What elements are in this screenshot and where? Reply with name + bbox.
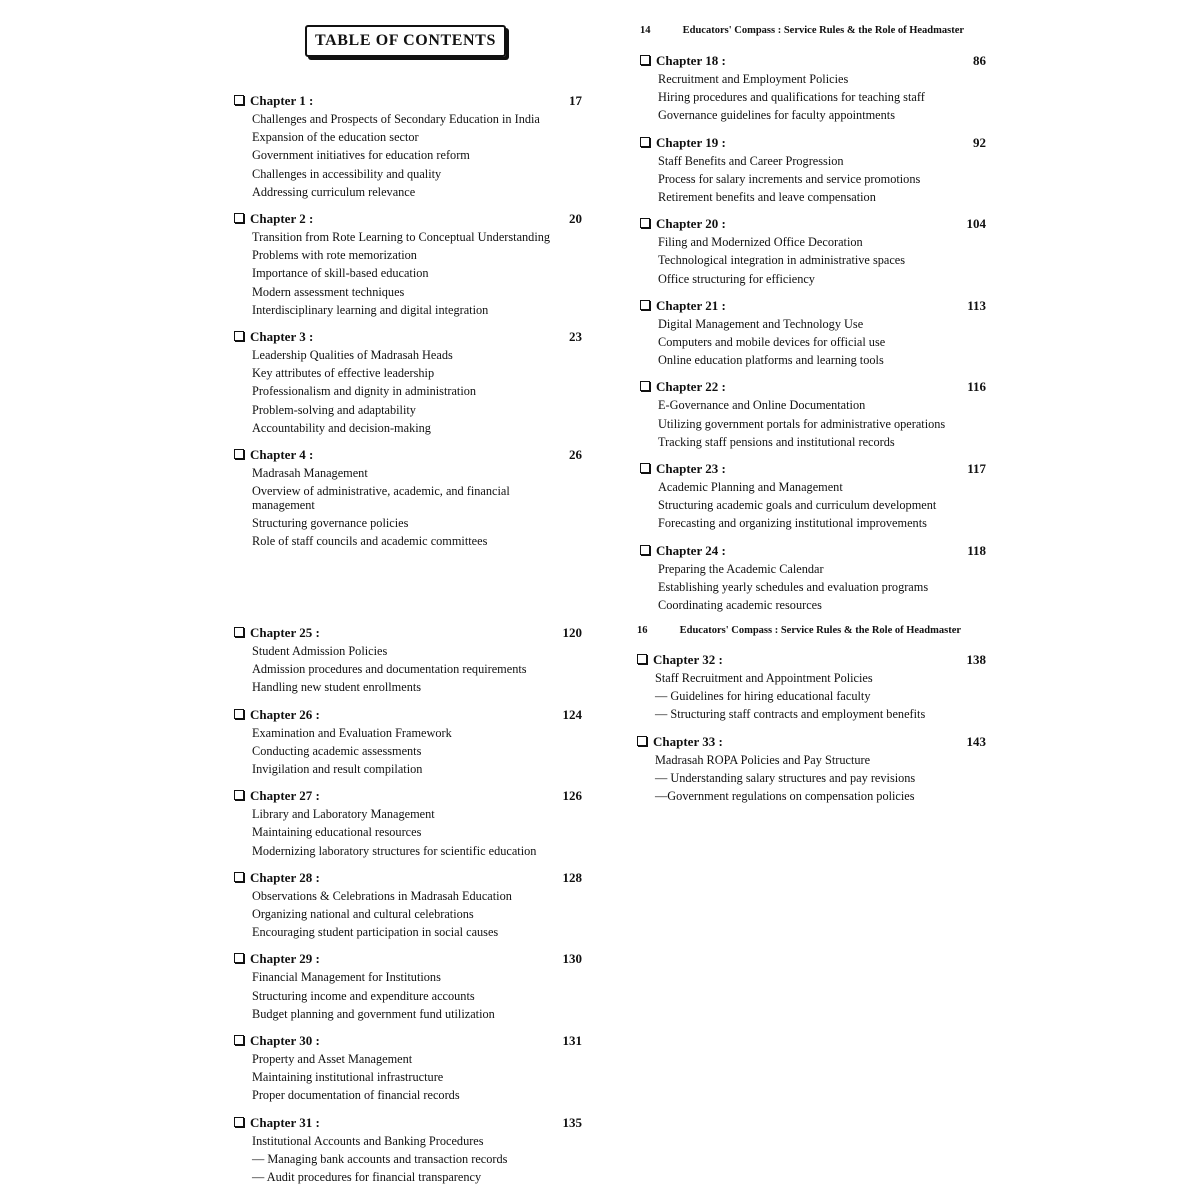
chapter-row: [234, 624, 582, 642]
chapter-title: Leadership Qualities of Madrasah Heads: [252, 348, 453, 363]
chapter-title: Observations & Celebrations in Madrasah Education: [252, 888, 512, 903]
chapter-title: Challenges and Prospects of Secondary Education in India: [252, 112, 540, 126]
header-page-number: 16: [637, 625, 648, 636]
chapter-topic: Process for salary increments and service promotions: [658, 171, 921, 186]
chapter-page-number: 92: [973, 134, 986, 150]
chapter-page-number: 104: [966, 216, 986, 232]
chapter-label: Chapter 31 :: [250, 1114, 320, 1130]
toc-entry: [234, 706, 582, 779]
chapter-title: Recruitment and Employment Policies: [658, 72, 849, 86]
chapter-title: Filing and Modernized Office Decoration: [658, 235, 863, 250]
chapter-topic: Challenges in accessibility and quality: [252, 166, 442, 181]
chapter-topic: — Understanding salary structures and pay revisions: [655, 770, 916, 785]
chapter-page-number: 23: [569, 329, 582, 345]
checkbox-bullet-icon: [234, 213, 244, 223]
chapter-topic: Coordinating academic resources: [658, 598, 822, 613]
checkbox-bullet-icon: [640, 218, 650, 228]
toc-entry: [640, 297, 986, 370]
toc-entry: [234, 950, 582, 1023]
chapter-label: Chapter 28 :: [250, 869, 320, 885]
checkbox-bullet-icon: [640, 545, 650, 555]
chapter-row: [640, 134, 986, 152]
toc-entry: [640, 460, 986, 533]
header-book-title: Educators' Compass : Service Rules & the Role of Headmaster: [682, 25, 965, 36]
toc-entry: [234, 624, 582, 697]
chapter-topic: Role of staff councils and academic committees: [252, 534, 488, 549]
chapter-topic: — Managing bank accounts and transaction records: [252, 1151, 508, 1166]
toc-entry: [234, 1032, 582, 1105]
chapter-topic: Handling new student enrollments: [252, 680, 422, 695]
chapter-label: Chapter 3 :: [250, 329, 314, 345]
chapter-title: Madrasah ROPA Policies and Pay Structure: [655, 752, 871, 767]
chapter-row: [234, 1032, 582, 1050]
chapter-label: Chapter 25 :: [250, 625, 320, 640]
chapter-label: Chapter 30 :: [250, 1033, 320, 1049]
chapter-title: Student Admission Policies: [252, 644, 388, 658]
chapter-page-number: 138: [966, 652, 986, 667]
toc-entry: [640, 542, 986, 615]
toc-column-bottom-right: [637, 651, 986, 814]
toc-entry: [637, 733, 986, 806]
chapter-page-number: 17: [569, 93, 582, 108]
header-book-title: Educators' Compass : Service Rules & the Role of Headmaster: [679, 625, 962, 636]
toc-entry: [640, 52, 986, 125]
chapter-label: Chapter 32 :: [653, 652, 723, 667]
chapter-topic: Expansion of the education sector: [252, 130, 419, 145]
chapter-title: Property and Asset Management: [252, 1052, 413, 1067]
chapter-page-number: 117: [967, 461, 986, 477]
chapter-title: Institutional Accounts and Banking Procedures: [252, 1133, 484, 1148]
chapter-topic: Tracking staff pensions and institutional records: [658, 434, 895, 449]
chapter-page-number: 130: [562, 951, 582, 967]
chapter-row: [234, 869, 582, 887]
chapter-row: [234, 446, 582, 464]
checkbox-bullet-icon: [234, 627, 244, 637]
toc-entry: [637, 651, 986, 724]
chapter-topic: Admission procedures and documentation requirements: [252, 662, 527, 677]
chapter-page-number: 113: [967, 297, 986, 313]
chapter-row: [234, 950, 582, 968]
running-header-top: [640, 25, 986, 36]
chapter-row: [234, 787, 582, 805]
chapter-label: Chapter 18 :: [656, 53, 726, 68]
chapter-title: Staff Benefits and Career Progression: [658, 153, 844, 168]
chapter-label: Chapter 1 :: [250, 93, 314, 108]
checkbox-bullet-icon: [234, 1035, 244, 1045]
chapter-label: Chapter 19 :: [656, 134, 726, 150]
chapter-page-number: 118: [967, 542, 986, 558]
chapter-topic: Interdisciplinary learning and digital integration: [252, 302, 489, 317]
chapter-page-number: 143: [966, 733, 986, 749]
checkbox-bullet-icon: [234, 790, 244, 800]
chapter-topic: Technological integration in administrative spaces: [658, 253, 906, 268]
chapter-topic: Proper documentation of financial records: [252, 1088, 460, 1103]
chapter-label: Chapter 24 :: [656, 542, 726, 558]
chapter-topic: Problems with rote memorization: [252, 248, 417, 263]
chapter-label: Chapter 26 :: [250, 706, 320, 722]
chapter-title: Madrasah Management: [252, 466, 368, 481]
chapter-row: [234, 210, 582, 228]
chapter-topic: Encouraging student participation in social causes: [252, 925, 499, 940]
chapter-row: [234, 1114, 582, 1132]
chapter-topic: Modernizing laboratory structures for scientific education: [252, 843, 537, 858]
chapter-page-number: 20: [569, 211, 582, 227]
toc-title: TABLE OF CONTENTS: [305, 25, 506, 57]
chapter-label: Chapter 4 :: [250, 447, 314, 463]
checkbox-bullet-icon: [234, 331, 244, 341]
chapter-topic: Structuring income and expenditure accounts: [252, 988, 475, 1003]
chapter-topic: Conducting academic assessments: [252, 743, 422, 758]
checkbox-bullet-icon: [640, 55, 650, 65]
chapter-topic: Online education platforms and learning tools: [658, 353, 884, 368]
toc-column-bottom-left: [234, 624, 582, 1195]
chapter-title: Preparing the Academic Calendar: [658, 561, 824, 576]
chapter-label: Chapter 22 :: [656, 379, 726, 395]
checkbox-bullet-icon: [234, 449, 244, 459]
toc-entry: [234, 92, 582, 201]
chapter-topic: Importance of skill-based education: [252, 266, 429, 281]
chapter-page-number: 131: [562, 1033, 582, 1049]
chapter-topic: Key attributes of effective leadership: [252, 366, 435, 381]
chapter-label: Chapter 20 :: [656, 216, 726, 232]
toc-entry: [234, 787, 582, 860]
checkbox-bullet-icon: [234, 872, 244, 882]
chapter-title: E-Governance and Online Documentation: [658, 398, 866, 413]
chapter-title: Staff Recruitment and Appointment Policies: [655, 671, 873, 685]
chapter-topic: Utilizing government portals for administrative operations: [658, 416, 946, 431]
chapter-topic: Accountability and decision-making: [252, 420, 431, 435]
toc-entry: [640, 215, 986, 288]
checkbox-bullet-icon: [640, 137, 650, 147]
chapter-row: [640, 215, 986, 233]
chapter-topic: Professionalism and dignity in administration: [252, 384, 477, 399]
chapter-topic: Invigilation and result compilation: [252, 762, 423, 777]
checkbox-bullet-icon: [640, 381, 650, 391]
chapter-title: Transition from Rote Learning to Conceptual Understanding: [252, 230, 551, 245]
checkbox-bullet-icon: [637, 654, 647, 664]
chapter-label: Chapter 29 :: [250, 951, 320, 967]
toc-entry: [234, 446, 582, 551]
toc-entry: [234, 869, 582, 942]
chapter-row: [234, 706, 582, 724]
toc-entry: [234, 1114, 582, 1187]
checkbox-bullet-icon: [637, 736, 647, 746]
chapter-title: Digital Management and Technology Use: [658, 316, 864, 331]
chapter-label: Chapter 27 :: [250, 788, 320, 804]
header-page-number: 14: [640, 25, 651, 36]
running-header-bottom: [637, 625, 986, 636]
chapter-topic: Problem-solving and adaptability: [252, 402, 416, 417]
toc-column-top-left: [234, 92, 582, 560]
toc-column-top-right: [640, 52, 986, 623]
chapter-label: Chapter 33 :: [653, 733, 723, 749]
toc-entry: [234, 328, 582, 437]
chapter-topic: Structuring governance policies: [252, 516, 409, 531]
chapter-topic: Office structuring for efficiency: [658, 271, 815, 286]
chapter-page-number: 135: [562, 1114, 582, 1130]
chapter-page-number: 26: [569, 447, 582, 463]
chapter-row: [637, 651, 986, 669]
chapter-page-number: 126: [562, 788, 582, 804]
chapter-page-number: 86: [973, 53, 986, 68]
chapter-label: Chapter 21 :: [656, 297, 726, 313]
chapter-topic: — Guidelines for hiring educational faculty: [655, 689, 871, 704]
chapter-row: [640, 297, 986, 315]
checkbox-bullet-icon: [234, 1117, 244, 1127]
chapter-title: Academic Planning and Management: [658, 480, 843, 495]
chapter-label: Chapter 2 :: [250, 211, 314, 227]
chapter-topic: Establishing yearly schedules and evaluation programs: [658, 579, 929, 594]
chapter-page-number: 120: [562, 625, 582, 640]
chapter-topic: Addressing curriculum relevance: [252, 184, 416, 199]
chapter-topic: — Audit procedures for financial transparency: [252, 1170, 482, 1185]
chapter-row: [640, 52, 986, 70]
chapter-row: [234, 328, 582, 346]
chapter-page-number: 116: [967, 379, 986, 395]
chapter-topic: Overview of administrative, academic, and financial management: [252, 484, 510, 513]
checkbox-bullet-icon: [234, 953, 244, 963]
chapter-topic: Modern assessment techniques: [252, 284, 405, 299]
chapter-title: Library and Laboratory Management: [252, 807, 435, 822]
checkbox-bullet-icon: [234, 95, 244, 105]
chapter-topic: Government initiatives for education reform: [252, 148, 470, 163]
chapter-topic: Forecasting and organizing institutional improvements: [658, 516, 927, 531]
chapter-topic: Governance guidelines for faculty appointments: [658, 108, 895, 123]
toc-entry: [640, 134, 986, 207]
chapter-page-number: 128: [562, 869, 582, 885]
chapter-title: Financial Management for Institutions: [252, 970, 441, 985]
checkbox-bullet-icon: [234, 709, 244, 719]
chapter-row: [640, 378, 986, 396]
chapter-label: Chapter 23 :: [656, 461, 726, 477]
chapter-page-number: 124: [562, 706, 582, 722]
chapter-row: [640, 542, 986, 560]
chapter-row: [640, 460, 986, 478]
checkbox-bullet-icon: [640, 463, 650, 473]
toc-entry: [640, 378, 986, 451]
chapter-topic: Budget planning and government fund utilization: [252, 1006, 495, 1021]
chapter-topic: Maintaining institutional infrastructure: [252, 1070, 444, 1085]
chapter-title: Examination and Evaluation Framework: [252, 725, 452, 740]
chapter-topic: Hiring procedures and qualifications for teaching staff: [658, 90, 925, 105]
chapter-topic: — Structuring staff contracts and employment benefits: [655, 707, 926, 722]
chapter-row: [234, 92, 582, 110]
chapter-topic: Organizing national and cultural celebrations: [252, 907, 474, 922]
chapter-topic: Retirement benefits and leave compensation: [658, 190, 876, 205]
chapter-topic: Computers and mobile devices for official use: [658, 335, 886, 350]
toc-entry: [234, 210, 582, 319]
chapter-topic: Structuring academic goals and curriculum development: [658, 498, 937, 513]
chapter-row: [637, 733, 986, 751]
checkbox-bullet-icon: [640, 300, 650, 310]
chapter-topic: Maintaining educational resources: [252, 825, 422, 840]
chapter-topic: —Government regulations on compensation policies: [655, 789, 915, 804]
